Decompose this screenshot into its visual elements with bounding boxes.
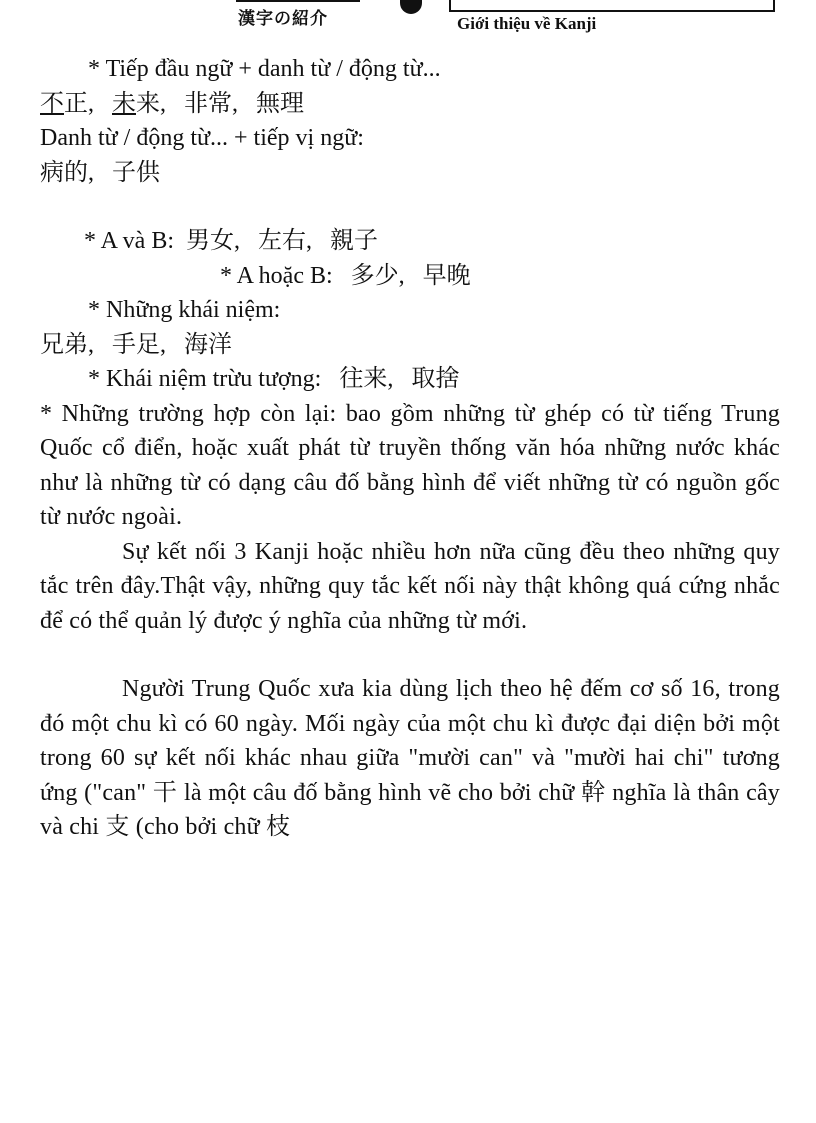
prefix-example-4: 無理 (256, 90, 304, 117)
suffix-title: Danh từ / động từ... + tiếp vị ngữ: (40, 125, 364, 151)
paragraph-remaining-cases: * Những trường hợp còn lại: bao gồm những từ ghép có từ tiếng Trung Quốc cổ điển, hoặc xuất phát từ truyền thống văn hóa những nước khác như là những từ có dạng câu đố bằng hình để viết những từ có nguồn gốc từ nước ngoài. (40, 400, 780, 530)
spacer (40, 190, 780, 224)
a-and-b-line: * A và B: 男女, 左右, 親子 (84, 228, 379, 254)
paragraph-calendar: Người Trung Quốc xưa kia dùng lịch theo hệ đếm cơ số 16, trong đó một chu kì có 60 ngày. Mối ngày của một chu kì được đại diện bởi một trong 60 sự kết nối khác nhau giữa "mười can" và "mười hai chi" tương ứng ("can" 干 là một câu đố bằng hình vẽ cho bởi chữ 幹 nghĩa là thân cây và chi 支 (cho bởi chữ 枝 (40, 676, 780, 840)
prefix-marker-2: 未 (112, 90, 136, 117)
header-japanese-title: 漢字の紹介 (238, 9, 328, 29)
suffix-examples: 病的, 子供 (40, 159, 160, 186)
concepts-examples: 兄弟, 手足, 海洋 (40, 331, 232, 358)
prefix-title: * Tiếp đầu ngữ + danh từ / động từ... (88, 56, 441, 82)
prefix-example-2-rest: 来, (136, 90, 166, 117)
a-or-b-line: * A hoặc B: 多少, 早晚 (220, 262, 471, 289)
header-bullet-icon (400, 0, 422, 14)
concepts-title: * Những khái niệm: (88, 297, 281, 323)
paragraph-connection-rules: Sự kết nối 3 Kanji hoặc nhiều hơn nữa cũng đều theo những quy tắc trên đây.Thật vậy, những quy tắc kết nối này thật không quá cứng nhắc để có thể quản lý được ý nghĩa của những từ mới. (40, 538, 780, 634)
prefix-example-3: 非常, (184, 90, 238, 117)
prefix-examples (40, 87, 780, 122)
page-content (40, 52, 780, 845)
page-header (0, 0, 816, 42)
prefix-marker-1: 不 (40, 90, 64, 117)
prefix-example-1-rest: 正, (64, 90, 94, 117)
abstract-concepts-line: * Khái niệm trừu tượng: 往来, 取捨 (88, 366, 460, 392)
header-rule-left (236, 0, 360, 2)
header-vietnamese-title: Giới thiệu về Kanji (457, 14, 597, 33)
header-box-frame (449, 0, 775, 12)
